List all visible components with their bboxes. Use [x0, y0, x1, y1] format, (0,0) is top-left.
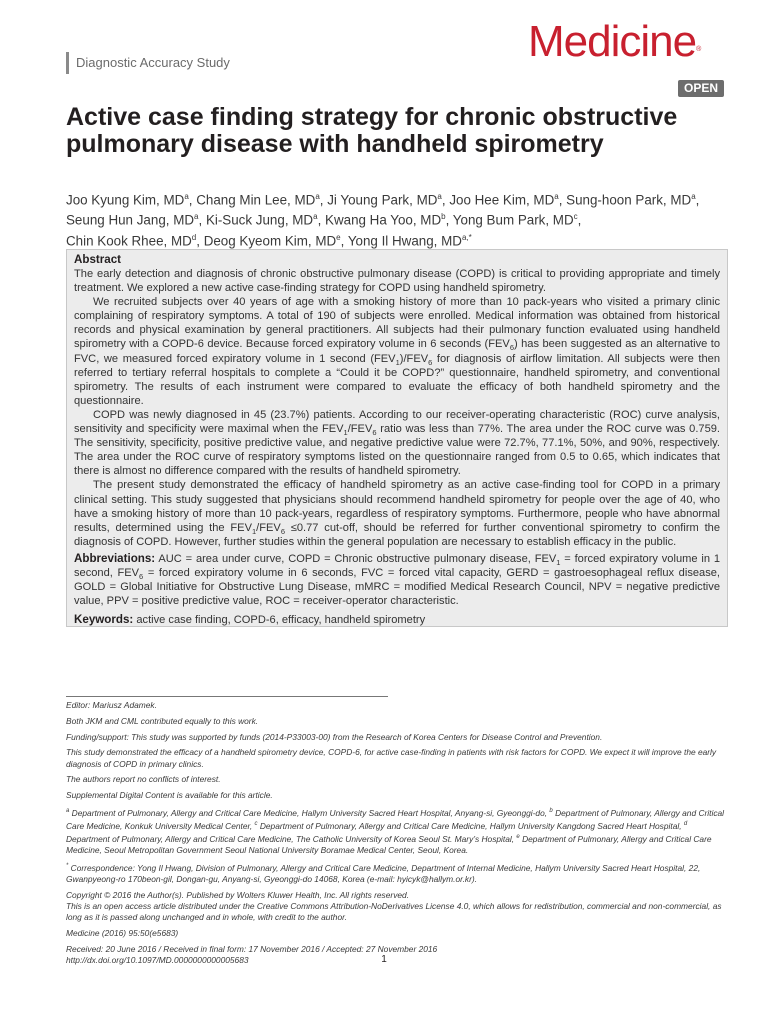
author-affiliation-mark: a: [437, 192, 442, 201]
editor-note: Editor: Mariusz Adamek.: [66, 700, 157, 710]
correspondence: * Correspondence: Yong Il Hwang, Division of Pulmonary, Allergy and Critical Care Medicine, Department of Internal Medicine, Hallym University Sacred Heart Hospital, 22, Gwanpyeong-ro 170beon-gil, Dongan-gu, Anyang-si, Gyeonggi-do 14068, Korea (e-mail: hyicyk@hallym.or.kr).: [66, 862, 701, 884]
author-affiliation-mark: b: [441, 212, 446, 222]
funding-note: Funding/support: This study was supported by funds (2014-P33003-00) from the Research of Korea Centers for Disease Control and Prevention.: [66, 731, 603, 742]
author-name: Joo Kyung Kim, MD: [66, 192, 185, 208]
abstract-paragraph-1: The early detection and diagnosis of chronic obstructive pulmonary disease (COPD) is critical to providing appropriate and timely treatment. We explored a new active case-finding strategy for COPD using handheld spirometry.: [74, 268, 720, 295]
keywords: Keywords: active case finding, COPD-6, efficacy, handheld spirometry: [74, 613, 426, 627]
study-note: This study demonstrated the efficacy of a handheld spirometry device, COPD-6, for active case-finding in patients with risk factors for COPD. We expect it will improve the early diagnosis of COPD in primary clinics.: [66, 747, 717, 769]
author-name: Sung-hoon Park, MD: [566, 192, 692, 208]
conflict-note: The authors report no conflicts of interest.: [66, 774, 221, 785]
abstract-paragraph-4: The present study demonstrated the efficacy of handheld spirometry as an active case-finding tool for COPD in a primary clinical setting. This study suggested that physicians should recommend handheld spirometry for people over the age of 40, who have a smoking history of more than 10 pack-years, regardless of respiratory symptoms. Furthermore, people who have abnormal results, determined using the $FEV_1/FEV_6 \le 0.77$ cut-off, should be referred for further conventional spirometry to confirm the diagnosis of COPD. However, further studies within the general population are necessary to establish efficacy in the public.: [74, 479, 720, 548]
author-list: Joo Kyung Kim, $MD^a$, Chang Min Lee, $MD^a$, Ji Young Park, $MD^a$, Joo Hee Kim, $MD^a$, Sung-hoon Park, $MD^a$, Seung Hun Jang, $MD^a$, Ki-Suck Jung, $MD^a$, Kwang Ha Yoo, $MD^b$, Yong Bum Park, $MD^c$, Chin Kook Rhee, $MD^d$, Deog Kyeom Kim, MDe, Yong Il Hwang, $MD^{a,*}$: [66, 192, 700, 249]
author-name: Chang Min Lee, MD: [196, 192, 316, 208]
author-name: Ki-Suck Jung, MD: [205, 212, 314, 228]
author-affiliation-mark: c: [573, 212, 578, 222]
author-affiliation-mark: a: [313, 212, 318, 222]
author-affiliation-mark: a: [315, 192, 320, 201]
abstract-paragraph-3: COPD was newly diagnosed in 45 (23.7%) patients. According to our receiver-operating characteristic (ROC) curve analysis, sensitivity and specificity were maximal when the $FEV_1/FEV_6$ ratio was less than 77%. The area under the ROC curve was 0.759. The sensitivity, specificity, positive predictive value, and negative predictive value were 72.7%, 77.1%, 50%, and 90%, respectively. The area under the ROC curve of respiratory symptoms listed on the questionnaire ranged from 0.5 to 0.65, which indicates that there is almost no difference compared with the results of handheld spirometry.: [74, 408, 720, 478]
author-name: Seung Hun Jang, MD: [66, 212, 195, 228]
abstract-box: [66, 249, 728, 627]
supplemental-note: Supplemental Digital Content is available for this article.: [66, 790, 273, 801]
author-name: Kwang Ha Yoo, MD: [325, 212, 442, 228]
registered-mark: ®: [696, 46, 701, 53]
abstract-paragraph-2: We recruited subjects over 40 years of age with a smoking history of more than 10 pack-years who visited a primary clinic complaining of respiratory symptoms. A total of 190 of subjects were enrolled. Medical information was obtained from historical records and physical examination by general practitioners. All subjects had their pulmonary function evaluated using handheld spirometry with a COPD-6 device. Because forced expiratory volume in 6 seconds $(FEV_6)$ has been suggested as an alternative to FVC, we measured forced expiratory volume in 1 second $(FEV_1)/FEV_6$ for diagnosis of airflow limitation. All subjects were then referred to tertiary referral hospitals to complete a “Could it be COPD?” questionnaire, handheld spirometry, and conventional spirometry. The results of each instrument were compared to evaluate the efficacy of both handheld spirometry and the questionnaire.: [74, 296, 720, 407]
copyright: Copyright © 2016 the Author(s). Published by Wolters Kluwer Health, Inc. All rights reserved.: [66, 889, 410, 900]
author-name: Deog Kyeom Kim, MD: [203, 233, 337, 249]
open-access-badge: OPEN: [678, 80, 724, 97]
journal-name: Medicine: [528, 17, 697, 66]
section-tag: Diagnostic Accuracy Study: [66, 52, 230, 74]
abstract-heading: Abstract: [74, 253, 122, 266]
citation: Medicine (2016) 95:50(e5683): [66, 927, 179, 938]
abbreviations: Abbreviations: AUC = area under curve, COPD = Chronic obstructive pulmonary disease, $FEV_1$ = forced expiratory volume in 1 second, $FEV_6$ = forced expiratory volume in 6 seconds, FVC = forced vital capacity, GERD = gastroesophageal reflux disease, GOLD = Global Initiative for Obstructive Lung Disease, mMRC = modified Medical Research Council, NPV = negative predictive value, PPV = positive predictive value, ROC = receiver-operator characteristic.: [74, 551, 720, 608]
affiliations: $^a$ Department of Pulmonary, Allergy and Critical Care Medicine, Hallym University Sacred Heart Hospital, Anyang-si, Gyeonggi-do, $^b$ Department of Pulmonary, Allergy and Critical Care Medicine, Konkuk University Medical Center, $^c$ Department of Pulmonary, Allergy and Critical Care Medicine, Hallym University Kangdong Sacred Heart Hospital, $^d$ Department of Pulmonary, Allergy and Critical Care Medicine, The Catholic University of Korea Seoul St. Mary’s Hospital, $^e$ Department of Pulmonary, Allergy and Critical Care Medicine, Seoul Metropolitan Government Seoul National University Boramae Medical Center, Seoul, Korea.: [66, 807, 725, 855]
author-affiliation-mark: a,*: [461, 232, 472, 242]
license: This is an open access article distributed under the Creative Commons Attribution-NoDerivatives License 4.0, which allows for redistribution, commercial and non-commercial, as long as it is passed along unchanged and in whole, with credit to the author.: [66, 900, 722, 922]
author-affiliation-mark: a: [691, 192, 696, 201]
author-affiliation-mark: e: [336, 232, 341, 242]
author-affiliation-mark: a: [184, 192, 189, 201]
author-affiliation-mark: d: [191, 232, 197, 242]
doi-link[interactable]: http://dx.doi.org/10.1097/MD.0000000000005683: [66, 954, 249, 965]
author-name: Chin Kook Rhee, MD: [66, 233, 192, 249]
author-name: Yong Bum Park, MD: [452, 212, 574, 228]
page-number: 1: [381, 954, 387, 965]
author-name: Ji Young Park, MD: [327, 192, 438, 208]
footnote-divider: [66, 696, 388, 697]
equal-contribution-note: Both JKM and CML contributed equally to this work.: [66, 715, 259, 726]
article-title: Active case finding strategy for chronic obstructive pulmonary disease with handheld spirometry: [66, 103, 678, 158]
journal-logo: [528, 18, 700, 66]
author-affiliation-mark: a: [194, 212, 199, 222]
author-name: Yong Il Hwang, MD: [347, 233, 462, 249]
dates: Received: 20 June 2016 / Received in final form: 17 November 2016 / Accepted: 27 November 2016: [66, 943, 438, 954]
author-affiliation-mark: a: [554, 192, 559, 201]
footnotes: [66, 700, 730, 971]
author-name: Joo Hee Kim, MD: [449, 192, 555, 208]
